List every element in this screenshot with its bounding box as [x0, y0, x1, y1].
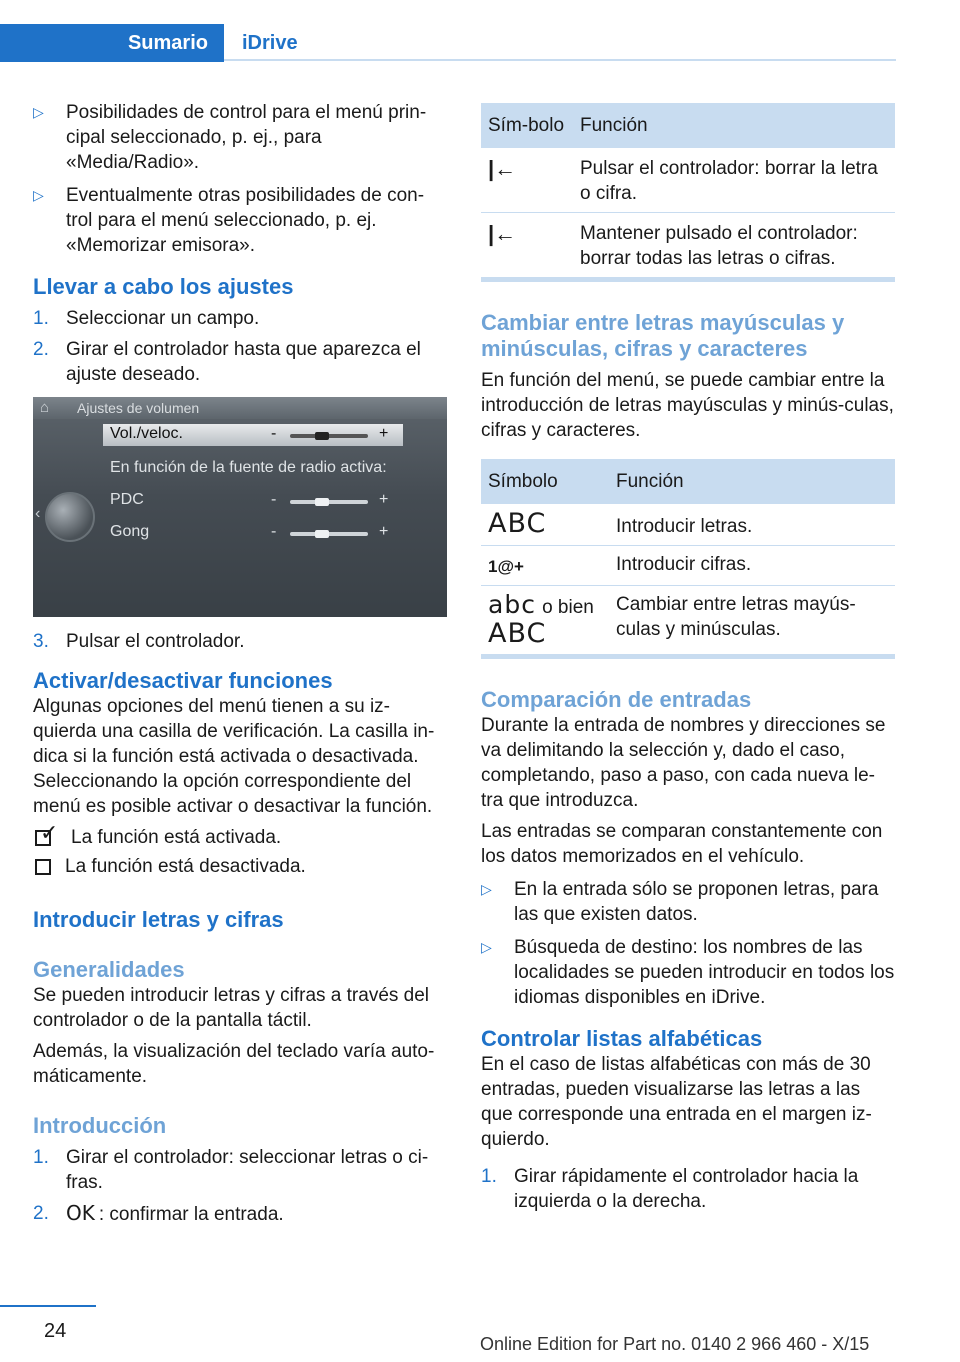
- table-row: |← Pulsar el controlador: borrar la letra o cifra.: [481, 148, 895, 213]
- heading-comparacion: Comparación de entradas: [481, 687, 752, 712]
- edition-note: Online Edition for Part no. 0140 2 966 460 - X/15: [480, 1334, 870, 1354]
- paragraph-activar: Algunas opciones del menú tienen a su iz-quierda una casilla de verificación. La casilla in-dica si la función está activada o desactivada. Seleccionando la opción correspondiente del menú es posible activar o desactivar la función.: [33, 696, 435, 817]
- minus-icon: -: [271, 523, 277, 540]
- table-row: ABC Introducir letras.: [481, 504, 895, 546]
- home-icon: ⌂: [40, 399, 50, 416]
- delete-symbol-table: [481, 103, 895, 278]
- digits-symbols-icon: 1@+: [488, 557, 524, 576]
- list-item: ▷ Eventualmente otras posibilidades de con-trol para el menú seleccionado, p. ej. «Memorizar emisora».: [33, 185, 425, 256]
- table-header-row: [481, 459, 895, 504]
- idrive-screen-image: [33, 397, 447, 617]
- plus-icon: +: [379, 425, 389, 442]
- table-end-rule: [481, 655, 895, 659]
- screen-row-gong: Gong: [110, 523, 150, 540]
- list-item: 3. Pulsar el controlador.: [33, 631, 245, 652]
- table-row: abc o bien ABC Cambiar entre letras mayús-culas y minúsculas.: [481, 586, 895, 655]
- screen-row-pdc: PDC: [110, 491, 144, 508]
- screen-title: Ajustes de volumen: [77, 400, 200, 416]
- ajustes-steps: [33, 306, 447, 387]
- delete-letter-icon: |←: [481, 148, 573, 213]
- list-item: 1. Seleccionar un campo.: [33, 308, 260, 329]
- paragraph-comparacion-1: Durante la entrada de nombres y direcciones se va delimitando la selección y, dado el caso, completando, paso a paso, con cada nueva le-tra que introduzca.: [481, 715, 886, 811]
- table-header-function: Función: [573, 103, 895, 148]
- header-divider: [224, 59, 896, 61]
- minus-icon: -: [271, 425, 277, 442]
- heading-introducir: Introducir letras y cifras: [33, 907, 284, 932]
- triangle-bullet-icon: ▷: [481, 939, 492, 955]
- abc-lowercase-icon: abc: [488, 590, 536, 619]
- list-item: 1. Girar rápidamente el controlador hacia la izquierda o la derecha.: [481, 1166, 859, 1212]
- table-header-function: Función: [609, 459, 895, 504]
- list-item: ▷ Búsqueda de destino: los nombres de las localidades se pueden introducir en todos los idiomas disponibles en iDrive.: [481, 937, 895, 1008]
- heading-activar: Activar/desactivar funciones: [33, 668, 333, 693]
- table-header-row: [481, 103, 895, 148]
- heading-introduccion: Introducción: [33, 1113, 167, 1138]
- header-tabs: [0, 24, 298, 62]
- list-item: 2. OK : confirmar la entrada.: [33, 1201, 284, 1225]
- left-column: [33, 100, 447, 1233]
- control-options-list: [33, 100, 447, 258]
- list-item: ▷ En la entrada sólo se proponen letras, para las que existen datos.: [481, 879, 879, 925]
- table-row: 1@+ Introducir cifras.: [481, 546, 895, 586]
- tab-sumario[interactable]: Sumario: [0, 24, 224, 62]
- triangle-bullet-icon: ▷: [481, 881, 492, 897]
- slider-knob: [315, 498, 329, 506]
- chevron-left-icon: ‹: [35, 505, 41, 522]
- ajustes-step3: [33, 629, 447, 654]
- abc-uppercase-icon: ABC: [488, 618, 547, 649]
- page-number: 24: [44, 1320, 67, 1342]
- slider-track: [290, 500, 368, 504]
- triangle-bullet-icon: ▷: [33, 187, 44, 203]
- footer-rule: [0, 1305, 96, 1307]
- heading-ajustes: Llevar a cabo los ajustes: [33, 274, 294, 299]
- ok-icon: OK: [66, 1201, 95, 1225]
- triangle-bullet-icon: ▷: [33, 104, 44, 120]
- table-header-symbol: Símbolo: [481, 459, 609, 504]
- table-row: |← Mantener pulsado el controlador: borrar todas las letras o cifras.: [481, 213, 895, 278]
- heading-cambiar: Cambiar entre letras mayúsculas y minúsculas, cifras y caracteres: [481, 310, 845, 361]
- paragraph-generalidades-1: Se pueden introducir letras y cifras a través del controlador o de la pantalla táctil.: [33, 985, 430, 1031]
- slider-track: [290, 532, 368, 536]
- list-item: ▷ Posibilidades de control para el menú prin-cipal seleccionado, p. ej., para «Media/Radio».: [33, 102, 427, 173]
- minus-icon: -: [271, 491, 277, 508]
- slider-track: [290, 434, 368, 438]
- plus-icon: +: [379, 491, 389, 508]
- check-off-row: La función está desactivada.: [35, 854, 447, 879]
- table-end-rule: [481, 278, 895, 282]
- listas-steps: [481, 1164, 895, 1214]
- paragraph-comparacion-2: Las entradas se comparan constantemente con los datos memorizados en el vehículo.: [481, 821, 883, 867]
- case-symbol-table: [481, 459, 895, 655]
- introduccion-steps: [33, 1145, 447, 1227]
- screen-row-vol: Vol./veloc.: [110, 425, 183, 442]
- comparacion-list: [481, 877, 895, 1010]
- paragraph-cambiar: En función del menú, se puede cambiar entre la introducción de letras mayúsculas y minús-culas, cifras y caracteres.: [481, 370, 894, 441]
- screen-row-fuente: En función de la fuente de radio activa:: [110, 459, 387, 476]
- check-on-row: ✓ La función está activada.: [35, 825, 447, 850]
- checkbox-checked-icon: ✓: [35, 830, 51, 846]
- table-header-symbol: Sím-bolo: [481, 103, 573, 148]
- tab-idrive[interactable]: iDrive: [242, 31, 298, 54]
- list-item: 1. Girar el controlador: seleccionar letras o ci-fras.: [33, 1147, 429, 1193]
- right-column: [481, 103, 895, 1220]
- paragraph-listas: En el caso de listas alfabéticas con más de 30 entradas, pueden visualizarse las letras a las que corresponde una entrada en el margen iz-quierdo.: [481, 1054, 872, 1150]
- heading-listas: Controlar listas alfabéticas: [481, 1026, 763, 1051]
- delete-all-icon: |←: [481, 213, 573, 278]
- plus-icon: +: [379, 523, 389, 540]
- heading-generalidades: Generalidades: [33, 957, 185, 982]
- abc-uppercase-icon: ABC: [488, 508, 547, 539]
- slider-knob: [315, 530, 329, 538]
- checkbox-empty-icon: [35, 859, 51, 875]
- list-item: 2. Girar el controlador hasta que aparezca el ajuste deseado.: [33, 339, 421, 385]
- paragraph-generalidades-2: Además, la visualización del teclado varía auto-máticamente.: [33, 1041, 435, 1087]
- controller-dial-icon: [45, 492, 95, 542]
- slider-knob: [315, 432, 329, 440]
